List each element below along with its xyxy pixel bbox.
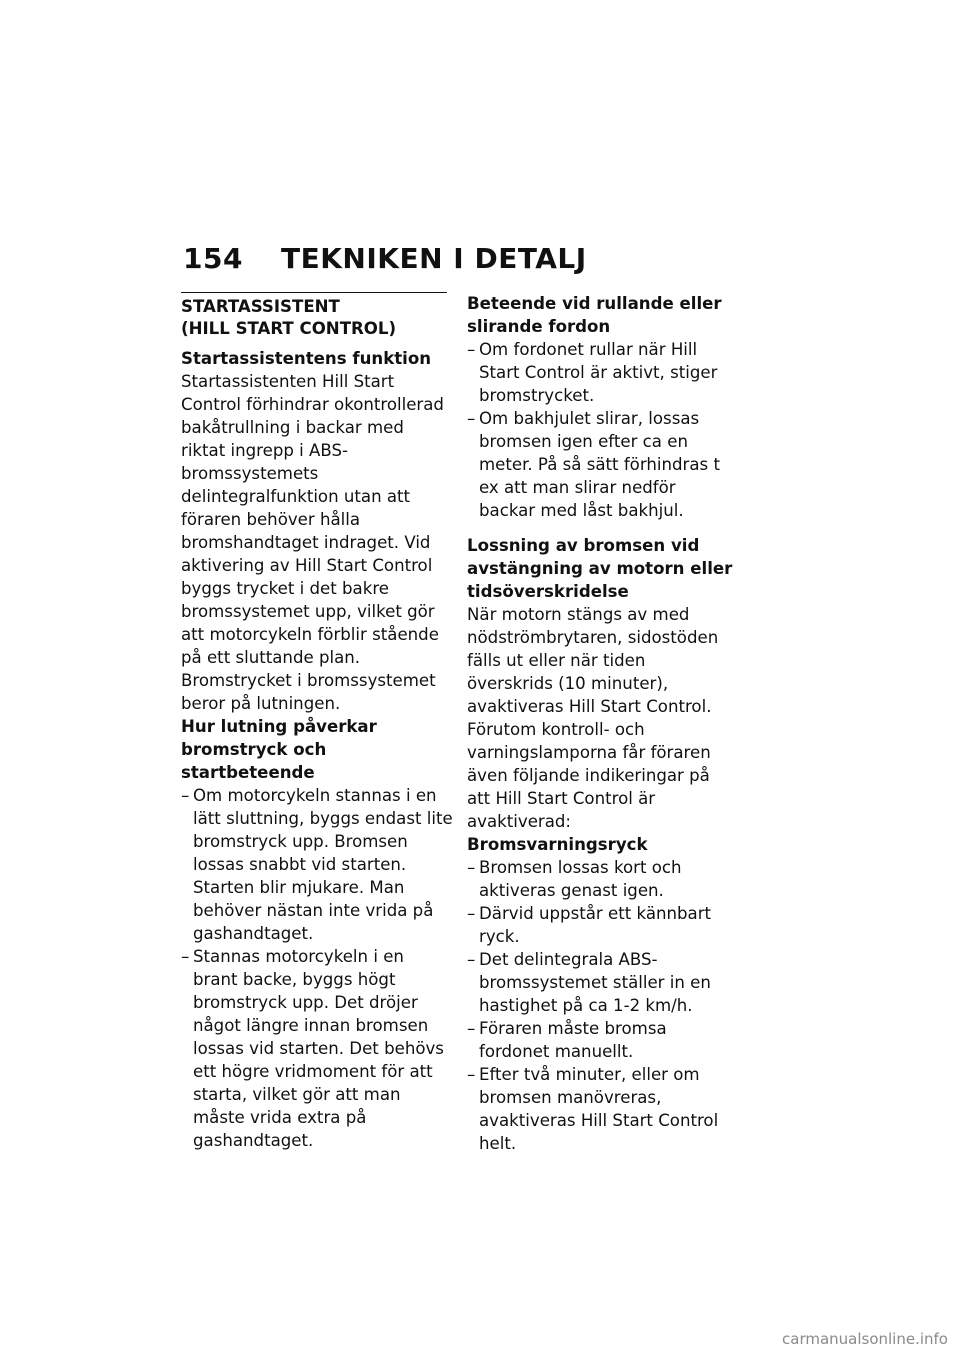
chapter-title: TEKNIKEN I DETALJ [281, 242, 587, 275]
list-item: – Om bakhjulet slirar, lossas bromsen igen efter ca en meter. På så sätt förhindras t ex att man slirar nedför backar med låst bakhjul. [467, 407, 733, 522]
rolling-list [467, 338, 733, 522]
list-item: – Efter två minuter, eller om bromsen manövreras, avaktiveras Hill Start Control helt. [467, 1063, 733, 1155]
jolt-list [467, 856, 733, 1155]
watermark: carmanualsonline.info [782, 1330, 948, 1348]
right-column [467, 292, 733, 1155]
release-text-2: Förutom kontroll- och varningslamporna får föraren även följande indikeringar på att Hill Start Control är avaktiverad: [467, 720, 711, 831]
jolt-heading: Bromsvarningsryck [467, 835, 648, 854]
section-title-line1: STARTASSISTENT [181, 297, 340, 316]
list-item: – Det delintegrala ABS-bromssystemet ställer in en hastighet på ca 1-2 km/h. [467, 948, 733, 1017]
list-item: – Därvid uppstår ett kännbart ryck. [467, 902, 733, 948]
release-text-1: När motorn stängs av med nödströmbrytaren, sidostöden fälls ut eller när tiden överskrids (10 minuter), avaktiveras Hill Start Control. [467, 605, 719, 716]
page-number: 154 [183, 242, 243, 275]
function-heading: Startassistentens funktion [181, 349, 432, 368]
list-item: – Om motorcykeln stannas i en lätt sluttning, byggs endast lite bromstryck upp. Bromsen lossas snabbt vid starten. Starten blir mjukare. Man behöver nästan inte vrida på gashandtaget. [181, 784, 453, 945]
list-item: – Om fordonet rullar när Hill Start Control är aktivt, stiger bromstrycket. [467, 338, 733, 407]
slope-list [181, 784, 453, 1152]
list-item: – Stannas motorcykeln i en brant backe, byggs högt bromstryck upp. Det dröjer något längre innan bromsen lossas vid starten. Det behövs ett högre vridmoment för att starta, vilket gör att man måste vrida extra på gashandtaget. [181, 945, 453, 1152]
function-text-2: Bromstrycket i bromssystemet beror på lutningen. [181, 671, 436, 713]
function-text-1: Startassistenten Hill Start Control förhindrar okontrollerad bakåtrullning i backar med riktat ingrepp i ABS-bromssystemets delintegralfunktion utan att föraren behöver hålla bromshandtaget indraget. Vid aktivering av Hill Start Control byggs trycket i det bakre bromssystemet upp, vilket gör att motorcykeln förblir stående på ett sluttande plan. [181, 372, 444, 667]
slope-heading: Hur lutning påverkar bromstryck och startbeteende [181, 717, 377, 782]
section-divider [181, 292, 447, 293]
section-title [181, 296, 453, 340]
release-heading: Lossning av bromsen vid avstängning av motorn eller tidsöverskridelse [467, 536, 733, 601]
rolling-heading: Beteende vid rullande eller slirande fordon [467, 294, 722, 336]
list-item: – Föraren måste bromsa fordonet manuellt. [467, 1017, 733, 1063]
list-item: – Bromsen lossas kort och aktiveras genast igen. [467, 856, 733, 902]
left-column [181, 292, 453, 1152]
page-header [183, 242, 783, 275]
section-title-line2: (HILL START CONTROL) [181, 319, 397, 338]
